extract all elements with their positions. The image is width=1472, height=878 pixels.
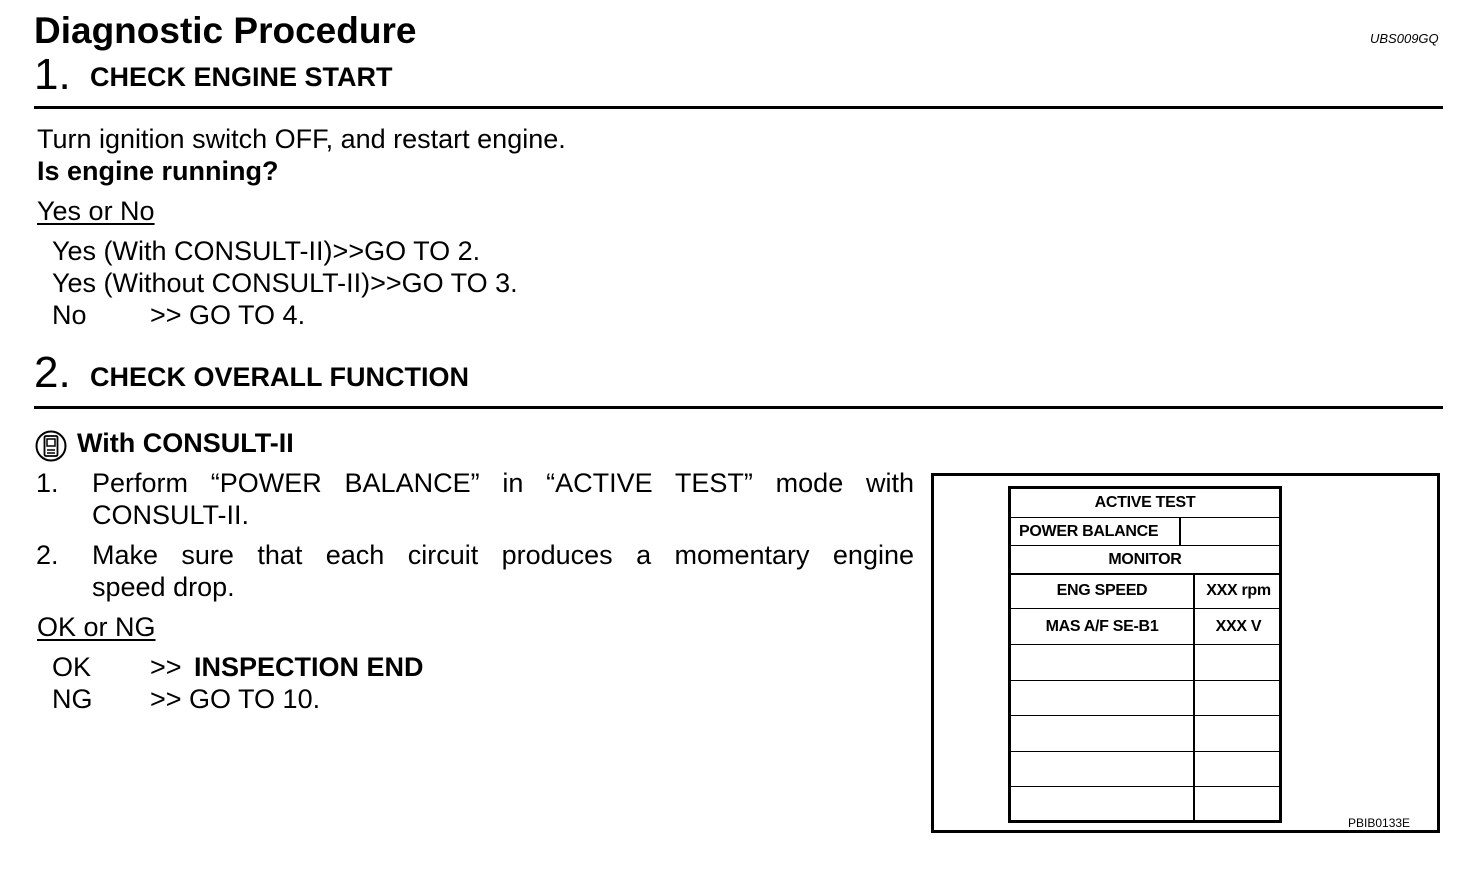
step-1-result-no-value: >> GO TO 4. bbox=[150, 300, 306, 330]
step-2-result-ng-key: NG bbox=[52, 684, 93, 714]
step-2-result-ng-value: >> GO TO 10. bbox=[150, 684, 321, 714]
with-consult-label: With CONSULT-II bbox=[77, 428, 294, 458]
step-2-answer-header: OK or NG bbox=[37, 612, 156, 642]
screen-divider bbox=[1011, 786, 1279, 787]
step-2-title: CHECK OVERALL FUNCTION bbox=[90, 362, 470, 392]
step-2-result-ok-value: INSPECTION END bbox=[194, 652, 424, 682]
list-item-2-number: 2. bbox=[36, 540, 59, 570]
step-2-result-ok-arrow: >> bbox=[150, 652, 182, 682]
step-2-divider bbox=[34, 406, 1443, 409]
screen-divider bbox=[1011, 545, 1279, 546]
step-1-title: CHECK ENGINE START bbox=[90, 62, 393, 92]
figure-code: PBIB0133E bbox=[1348, 816, 1411, 830]
monitor-row-name: MAS A/F SE-B1 bbox=[1045, 618, 1159, 635]
step-1-result-yes-consult: Yes (With CONSULT-II)>>GO TO 2. bbox=[52, 236, 481, 266]
step-1-answer-header: Yes or No bbox=[37, 196, 155, 226]
list-item-2-line-1: Make sure that each circuit produces a momentary engine bbox=[92, 540, 914, 570]
document-code: UBS009GQ bbox=[1370, 31, 1439, 46]
consult-screen bbox=[1008, 486, 1282, 823]
step-2-number: 2. bbox=[34, 348, 71, 397]
monitor-row-name: ENG SPEED bbox=[1056, 582, 1148, 599]
step-1-divider bbox=[34, 106, 1443, 109]
step-1-result-yes-no-consult: Yes (Without CONSULT-II)>>GO TO 3. bbox=[52, 268, 518, 298]
step-2-result-ok-key: OK bbox=[52, 652, 92, 682]
screen-column-divider bbox=[1193, 573, 1195, 820]
page-title: Diagnostic Procedure bbox=[34, 10, 417, 51]
screen-header: ACTIVE TEST bbox=[1094, 494, 1196, 511]
step-1-question: Is engine running? bbox=[37, 156, 279, 186]
screen-divider bbox=[1011, 644, 1279, 645]
list-item-2-line-2: speed drop. bbox=[92, 572, 235, 602]
step-1-number: 1. bbox=[34, 50, 71, 99]
screen-divider bbox=[1011, 573, 1279, 575]
screen-divider bbox=[1011, 751, 1279, 752]
list-item-1-line-2: CONSULT-II. bbox=[92, 500, 250, 530]
screen-divider bbox=[1011, 680, 1279, 681]
consult-tester-icon bbox=[35, 430, 67, 462]
monitor-row-value: XXX rpm bbox=[1206, 582, 1271, 599]
step-1-instruction: Turn ignition switch OFF, and restart engine. bbox=[37, 124, 566, 154]
screen-divider bbox=[1011, 608, 1279, 609]
screen-item-label: POWER BALANCE bbox=[1019, 523, 1159, 540]
screen-divider bbox=[1011, 715, 1279, 716]
monitor-row-value: XXX V bbox=[1215, 618, 1262, 635]
step-1-result-no-key: No bbox=[52, 300, 87, 330]
list-item-1-number: 1. bbox=[36, 468, 59, 498]
list-item-1-line-1: Perform “POWER BALANCE” in “ACTIVE TEST” mode with bbox=[92, 468, 914, 498]
screen-divider bbox=[1011, 517, 1279, 518]
screen-item-divider bbox=[1179, 517, 1181, 545]
screen-section-label: MONITOR bbox=[1108, 551, 1182, 568]
